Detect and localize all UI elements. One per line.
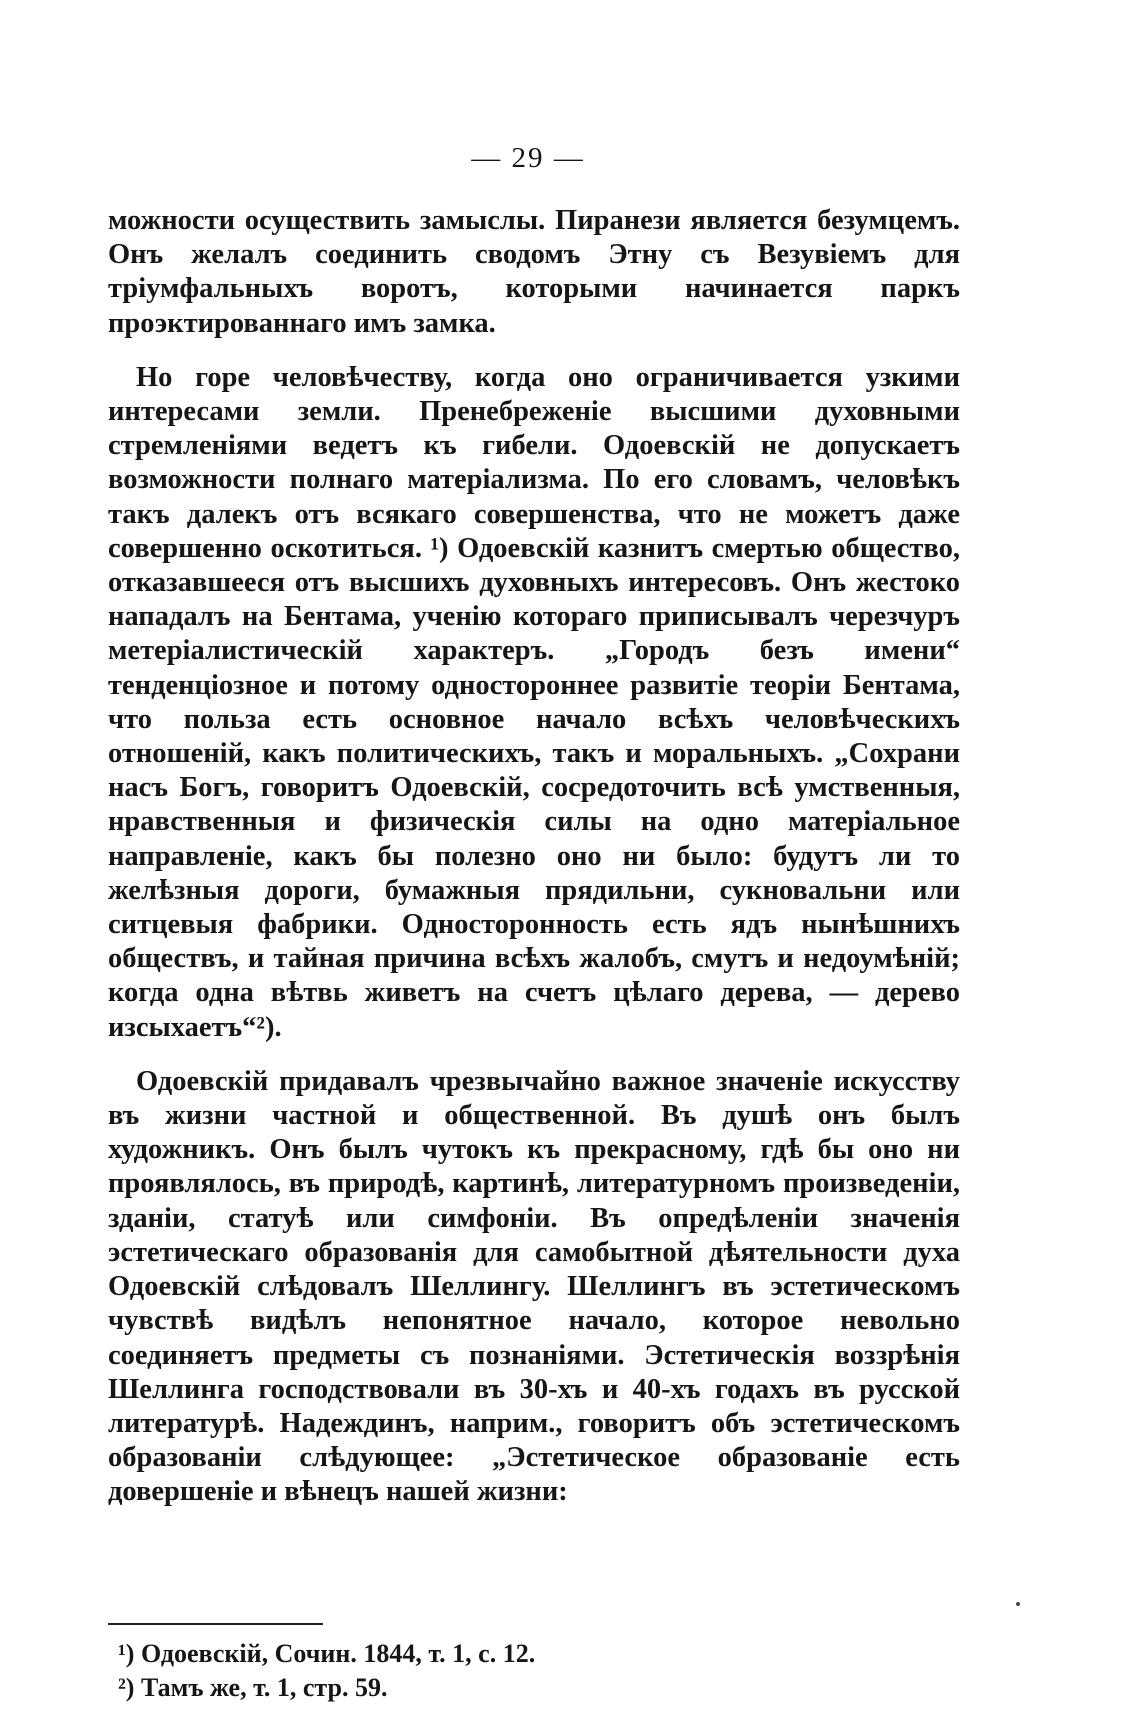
footnote-text: Тамъ же, т. 1, стр. 59.: [140, 1673, 388, 1702]
footnotes: [118, 1637, 818, 1705]
footnote-mark: ¹): [118, 1639, 135, 1668]
footnote-divider: [108, 1623, 323, 1625]
page-number: — 29 —: [471, 142, 585, 174]
paragraph-3: Одоевскій придавалъ чрезвычайно важное значеніе искусству въ жизни частной и общественной. Въ душѣ онъ былъ художникъ. Онъ былъ чутокъ къ прекрасному, гдѣ бы оно ни проявлялось, въ природѣ, картинѣ, литературномъ произведеніи, зданіи, статуѣ или симфоніи. Въ опредѣленіи значенія эстетическаго образованія для самобытной дѣятельности духа Одоевскій слѣдовалъ Шеллингу. Шеллингъ въ эстетическомъ чувствѣ видѣлъ непонятное начало, которое невольно соединяетъ предметы съ познаніями. Эстетическія воззрѣнія Шеллинга господствовали въ 30-хъ и 40-хъ годахъ въ русской литературѣ. Надеждинъ, наприм., говоритъ объ эстетическомъ образованіи слѣдующее: „Эстетическое образованіе есть довершеніе и вѣнецъ нашей жизни:: [108, 1065, 960, 1508]
footnote-2: [118, 1671, 818, 1705]
footnote-mark: ²): [118, 1673, 135, 1702]
body-text: [108, 204, 960, 1510]
paragraph-1: можности осуществить замыслы. Пиранези является безумцемъ. Онъ желалъ соединить сводомъ Этну съ Везувіемъ для тріумфальныхъ воротъ, которыми начинается паркъ проэктированнаго имъ замка.: [108, 205, 960, 339]
footnote-text: Одоевскій, Сочин. 1844, т. 1, с. 12.: [140, 1639, 536, 1668]
paragraph-2: Но горе человѣчеству, когда оно ограничивается узкими интересами земли. Пренебреженіе высшими духовными стремленіями ведетъ къ гибели. Одоевскій не допускаетъ возможности полнаго матеріализма. По его словамъ, человѣкъ такъ далекъ отъ всякаго совершенства, что не можетъ даже совершенно оскотиться. ¹) Одоевскій казнитъ смертью общество, отказавшееся отъ высшихъ духовныхъ интересовъ. Онъ жестоко нападалъ на Бентама, ученію котораго приписывалъ черезчуръ метеріалистическій характеръ. „Городъ безъ имени“ тенденціозное и потому одностороннее развитіе теоріи Бентама, что польза есть основное начало всѣхъ человѣческихъ отношеній, какъ политическихъ, такъ и моральныхъ. „Сохрани насъ Богъ, говоритъ Одоевскій, сосредоточить всѣ умственныя, нравственныя и физическія силы на одно матеріальное направленіе, какъ бы полезно оно ни было: будутъ ли то желѣзныя дороги, бумажныя прядильни, сукновальни или ситцевыя фабрики. Односторонность есть ядъ нынѣшнихъ обществъ, и тайная причина всѣхъ жалобъ, смутъ и недоумѣній; когда одна вѣтвь живетъ на счетъ цѣлаго дерева, — дерево изсыхаетъ“²).: [108, 361, 960, 1043]
paper-speck: [1016, 1602, 1020, 1606]
footnote-1: [118, 1637, 818, 1671]
